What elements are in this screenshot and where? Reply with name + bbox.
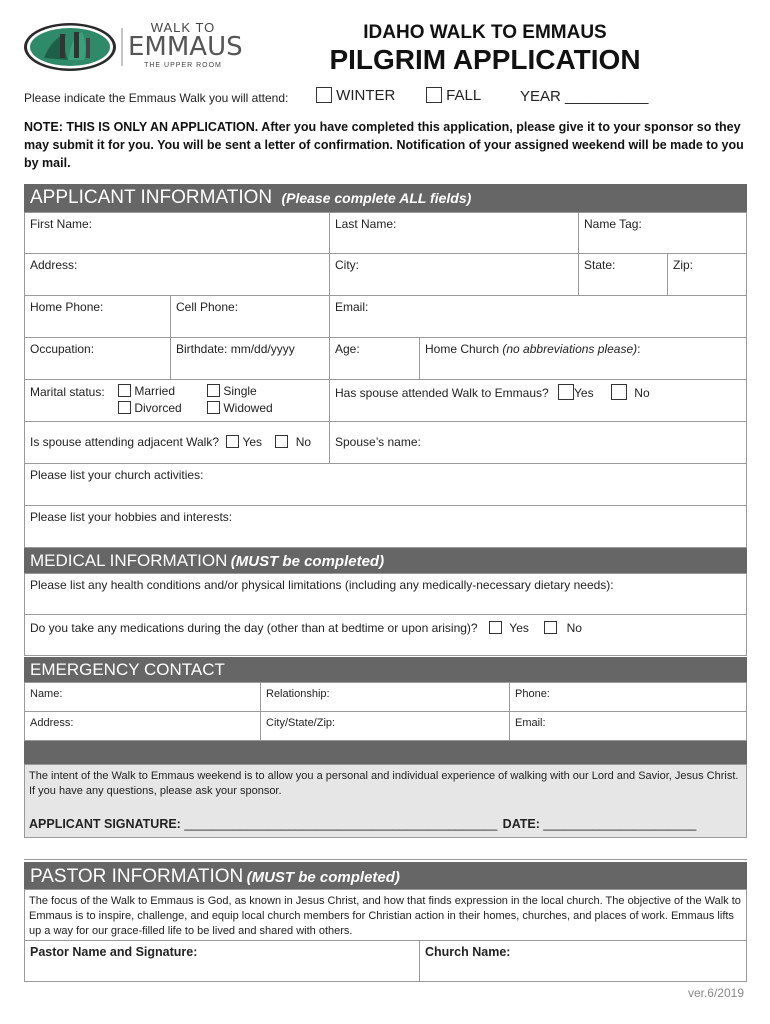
- emergency-relationship-label: Relationship:: [266, 688, 330, 700]
- home-church-note: (no abbreviations please): [502, 342, 638, 356]
- medications-field: [24, 614, 747, 656]
- logo-sub-text: THE UPPER ROOM: [144, 62, 222, 69]
- date-line[interactable]: ______________________: [543, 817, 697, 831]
- logo-main-text: EMMAUS: [128, 32, 243, 62]
- home-phone-field[interactable]: [24, 295, 171, 338]
- pastor-subtitle: (MUST be completed): [246, 869, 400, 886]
- applicant-subtitle: (Please complete ALL fields): [281, 190, 472, 206]
- spouse-name-field[interactable]: [329, 421, 747, 464]
- spouse-attended-label: Has spouse attended Walk to Emmaus?: [335, 386, 549, 400]
- age-field[interactable]: [329, 337, 420, 380]
- org-title: IDAHO WALK TO EMMAUS: [363, 22, 607, 43]
- divorced-label: Divorced: [134, 401, 182, 415]
- signature-line[interactable]: _____________________________________________: [184, 817, 498, 831]
- spouse-attended-yes-checkbox[interactable]: [558, 384, 574, 400]
- spouse-adjacent-yes-checkbox[interactable]: [226, 435, 239, 448]
- hobbies-label: Please list your hobbies and interests:: [30, 510, 233, 524]
- medical-section-header: [24, 548, 747, 573]
- address-label: Address:: [30, 258, 78, 272]
- emergency-email-label: Email:: [515, 717, 546, 729]
- form-title: PILGRIM APPLICATION: [329, 44, 641, 75]
- emergency-relationship-field[interactable]: [260, 682, 510, 712]
- cell-phone-field[interactable]: [170, 295, 330, 338]
- intent-block: [24, 764, 747, 838]
- spouse-adjacent-no-label: No: [295, 435, 312, 449]
- spouse-attended-field: [329, 379, 747, 422]
- spouse-attended-no-checkbox[interactable]: [611, 384, 627, 400]
- pastor-name-signature-field[interactable]: [24, 940, 420, 982]
- pastor-section-header: [24, 862, 747, 889]
- church-name-field[interactable]: [419, 940, 747, 982]
- medical-title: MEDICAL INFORMATION: [30, 551, 228, 570]
- winter-checkbox[interactable]: [316, 87, 332, 103]
- medications-yes-label: Yes: [509, 621, 529, 635]
- church-activities-field[interactable]: [24, 463, 747, 506]
- home-phone-label: Home Phone:: [30, 300, 104, 314]
- emergency-phone-label: Phone:: [515, 688, 550, 700]
- intent-divider-bar: [24, 741, 747, 764]
- hobbies-field[interactable]: [24, 505, 747, 548]
- marital-status-label: Marital status:: [30, 385, 105, 399]
- birthdate-field[interactable]: [170, 337, 330, 380]
- medications-yes-checkbox[interactable]: [489, 621, 502, 634]
- state-field[interactable]: [578, 253, 668, 296]
- first-name-label: First Name:: [30, 217, 93, 231]
- city-field[interactable]: [329, 253, 579, 296]
- single-checkbox[interactable]: [207, 384, 220, 397]
- first-name-field[interactable]: [24, 212, 330, 254]
- address-field[interactable]: [24, 253, 330, 296]
- single-label: Single: [223, 384, 257, 398]
- emergency-section-header: [24, 657, 747, 682]
- emergency-name-field[interactable]: [24, 682, 261, 712]
- pastor-text: The focus of the Walk to Emmaus is God, as known in Jesus Christ, and how that finds expression in the local church. The objective of the Walk to Emmaus is to inspire, challenge, and equip local church members for Christian action in their homes, churches, and places of work. Emmaus lifts up a way for our grace-filled life to be lived and shared with others.: [29, 895, 741, 937]
- applicant-title: APPLICANT INFORMATION: [30, 187, 273, 208]
- zip-label: Zip:: [673, 258, 694, 272]
- fall-checkbox[interactable]: [426, 87, 442, 103]
- email-label: Email:: [335, 300, 369, 314]
- date-label: DATE:: [502, 817, 540, 831]
- year-field[interactable]: YEAR __________: [520, 88, 649, 105]
- emergency-address-field[interactable]: [24, 711, 261, 741]
- home-church-colon: :: [637, 342, 641, 356]
- emergency-title: EMERGENCY CONTACT: [30, 660, 225, 679]
- pastor-name-signature-label: Pastor Name and Signature:: [30, 945, 198, 959]
- divorced-checkbox[interactable]: [118, 401, 131, 414]
- state-label: State:: [584, 258, 616, 272]
- spouse-adjacent-field: [24, 421, 330, 464]
- spouse-attended-no-label: No: [634, 386, 650, 400]
- health-conditions-field[interactable]: [24, 573, 747, 615]
- pastor-top-rule: [24, 859, 747, 860]
- widowed-checkbox[interactable]: [207, 401, 220, 414]
- spouse-adjacent-no-checkbox[interactable]: [275, 435, 288, 448]
- home-church-label: Home Church: [425, 342, 500, 356]
- occupation-label: Occupation:: [30, 342, 95, 356]
- age-label: Age:: [335, 342, 360, 356]
- medical-subtitle: (MUST be completed): [230, 553, 385, 570]
- spouse-adjacent-label: Is spouse attending adjacent Walk?: [30, 435, 220, 449]
- intent-text: The intent of the Walk to Emmaus weekend is to allow you a personal and individual experience of walking with our Lord and Savior, Jesus Christ. If you have any questions, please ask your sponsor.: [29, 770, 739, 797]
- birthdate-label: Birthdate: mm/dd/yyyy: [176, 342, 295, 356]
- occupation-field[interactable]: [24, 337, 171, 380]
- spouse-attended-yes-label: Yes: [574, 386, 594, 400]
- marital-status-field: [24, 379, 330, 422]
- emergency-address-label: Address:: [30, 717, 74, 729]
- last-name-field[interactable]: [329, 212, 579, 254]
- married-checkbox[interactable]: [118, 384, 131, 397]
- spouse-adjacent-yes-label: Yes: [242, 435, 263, 449]
- walk-prompt: Please indicate the Emmaus Walk you will attend:: [24, 91, 289, 105]
- name-tag-label: Name Tag:: [584, 217, 642, 231]
- name-tag-field[interactable]: [578, 212, 747, 254]
- home-church-field[interactable]: [419, 337, 747, 380]
- emergency-phone-field[interactable]: [509, 682, 747, 712]
- medications-label: Do you take any medications during the day (other than at bedtime or upon arising)?: [30, 621, 478, 635]
- church-name-label: Church Name:: [425, 945, 511, 959]
- married-label: Married: [134, 384, 176, 398]
- winter-label: WINTER: [336, 87, 396, 104]
- church-activities-label: Please list your church activities:: [30, 468, 204, 482]
- pastor-title: PASTOR INFORMATION: [30, 866, 244, 887]
- zip-field[interactable]: [667, 253, 747, 296]
- city-label: City:: [335, 258, 359, 272]
- emergency-email-field[interactable]: [509, 711, 747, 741]
- application-note: NOTE: THIS IS ONLY AN APPLICATION. After you have completed this application, please give it to your sponsor so they may submit it for you. You will be sent a letter of confirmation. Notification of your assigned weekend will be made to you by mail.: [24, 120, 744, 170]
- emergency-name-label: Name:: [30, 688, 63, 700]
- signature-label: APPLICANT SIGNATURE:: [29, 817, 181, 831]
- fall-label: FALL: [446, 87, 482, 104]
- spouse-name-label: Spouse’s name:: [335, 435, 421, 449]
- emergency-city-state-zip-field[interactable]: [260, 711, 510, 741]
- emmaus-logo: [22, 20, 243, 74]
- email-field[interactable]: [329, 295, 747, 338]
- emergency-city-state-zip-label: City/State/Zip:: [266, 717, 336, 729]
- health-conditions-label: Please list any health conditions and/or physical limitations (including any medically-necessary dietary needs):: [30, 578, 614, 592]
- applicant-section-header: [24, 184, 747, 212]
- pastor-text-block: [24, 889, 747, 941]
- version-label: ver.6/2019: [687, 986, 744, 1000]
- cell-phone-label: Cell Phone:: [176, 300, 239, 314]
- last-name-label: Last Name:: [335, 217, 397, 231]
- medications-no-checkbox[interactable]: [544, 621, 557, 634]
- medications-no-label: No: [566, 621, 582, 635]
- logo-top-text: WALK TO: [150, 20, 216, 35]
- widowed-label: Widowed: [223, 401, 273, 415]
